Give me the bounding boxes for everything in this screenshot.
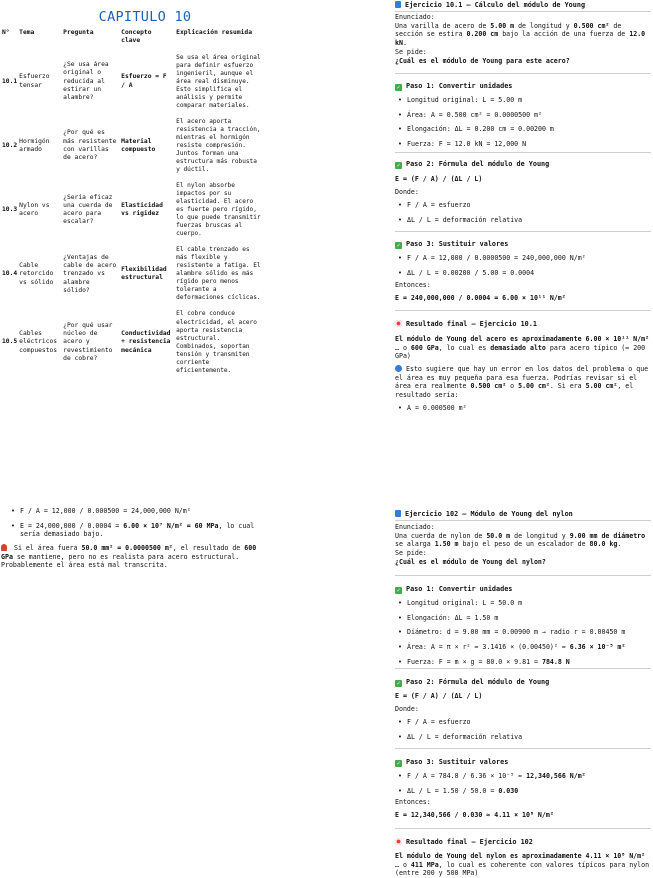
- divider: [395, 748, 651, 749]
- result-text: El módulo de Young del acero es aproximadamente 6.00 × 10¹¹ N/m² … o 600 GPa, lo cual es demasiado alto para acero típico (≈ 200 GPa): [395, 335, 650, 361]
- result-text: El módulo de Young del nylon es aproximadamente 4.11 × 10⁸ N/m² … o 411 MPa, lo cual es coherente con valores típicos para nylon (entre 200 y 500 MPa): [395, 852, 650, 878]
- list-item: • Fuerza: F = m × g = 80.0 × 9.81 = 784.8 N: [395, 658, 651, 667]
- list-item: • ΔL / L = deformación relativa: [395, 216, 651, 225]
- check-icon: ✓: [396, 162, 401, 169]
- cont-item-1: F / A = 12,000 / 0.000500 = 24,000,000 N/m²: [20, 507, 191, 515]
- where-label: Donde:: [395, 705, 419, 713]
- row-question: ¿Se usa área original o reducida al estirar un alambre?: [63, 60, 109, 102]
- check-icon: ✓: [396, 84, 401, 91]
- exercise-10-1: [395, 1, 651, 10]
- table-row: [1, 50, 262, 114]
- row-number: 10.5: [2, 338, 18, 346]
- list-item: • Área: A = π × r² ≈ 3.1416 × (0.00450)² ≈ 6.36 × 10⁻⁵ m²: [395, 643, 651, 652]
- header-topic: Tema: [19, 29, 35, 36]
- row-question: ¿Por qué usar núcleo de acero y revestimiento de cobre?: [63, 321, 113, 363]
- row-question: ¿Sería eficaz una cuerda de acero para escalar?: [63, 193, 113, 226]
- continuation-block: [8, 507, 270, 545]
- exercise-102: [395, 510, 651, 519]
- row-number: 10.4: [2, 270, 18, 278]
- statement-text: Una cuerda de nylon de 50.0 m de longitud y 9.00 mm de diámetro se alarga 1.50 m bajo el peso de un escalador de 80.0 kg.: [395, 531, 646, 549]
- pin-note-text: Si el área fuera: [10, 544, 82, 552]
- divider: [395, 575, 651, 576]
- list-item: [8, 507, 270, 516]
- step-2-heading: [395, 160, 549, 169]
- exercise-title-text: Ejercicio 10.1 — Cálculo del módulo de Young: [405, 1, 586, 9]
- result-heading: [395, 320, 537, 329]
- cont-item-2-tail: , lo cual sería demasiado bajo.: [20, 521, 255, 539]
- divider: [395, 520, 651, 521]
- check-icon: ✓: [396, 760, 401, 767]
- step-3-title: Paso 3: Sustituir valores: [406, 758, 509, 766]
- step-3-list: [395, 254, 651, 283]
- step-3-list: [395, 772, 651, 801]
- step-2-heading: [395, 678, 549, 687]
- step-2-title: Paso 2: Fórmula del módulo de Young: [406, 160, 550, 168]
- result-heading: [395, 838, 533, 847]
- summary-table: [1, 28, 262, 379]
- question-text: ¿Cuál es el módulo de Young para este acero?: [395, 56, 570, 65]
- final-calculation: E = 12,340,566 / 0.030 ≈ 4.11 × 10⁸ N/m²: [395, 811, 554, 819]
- table-row: [1, 178, 262, 242]
- check-icon: ✓: [396, 242, 401, 249]
- header-explanation: Explicación resumida: [176, 29, 252, 36]
- header-number: N°: [2, 29, 10, 36]
- row-explanation: Se usa el área original para definir esfuerzo ingenieril, aunque el área real disminuye. Esto simplifica el análisis y permite comparar materiales.: [176, 53, 261, 109]
- table-header-row: [1, 28, 262, 50]
- asked-label: Se pide:: [395, 549, 427, 558]
- target-icon: [395, 320, 402, 327]
- check-icon: ✓: [396, 587, 401, 594]
- magnifier-icon: [395, 365, 402, 372]
- list-item: • F / A = 12,000 / 0.0000500 = 240,000,000 N/m²: [395, 254, 651, 263]
- asked-label: Se pide:: [395, 47, 427, 56]
- table-row: [1, 242, 262, 306]
- step-2-list: [395, 201, 651, 230]
- list-item: • Área: A = 0.500 cm² = 0.0000500 m²: [395, 111, 651, 120]
- result-title: Resultado final — Ejercicio 102: [406, 838, 533, 846]
- divider: [395, 828, 651, 829]
- list-item: [8, 522, 270, 539]
- row-explanation: El cable trenzado es más flexible y resistente a fatiga. El alambre sólido es más rígido pero menos tolerante a deformaciones cíclicas.: [176, 246, 261, 302]
- row-topic: Nylon vs acero: [19, 201, 50, 218]
- note-text: Esto sugiere que hay un error en los datos del problema o que el área es muy pequeña para esa fuerza. Podrías revisar si el área era realmente 0.500 cm² o 5.00 cm². Si era 5.00 cm², el resultado sería:: [395, 365, 649, 400]
- book-icon: [395, 510, 401, 517]
- list-item: • Elongación: ΔL = 1.50 m: [395, 614, 651, 623]
- divider: [395, 11, 651, 12]
- step-3-title: Paso 3: Sustituir valores: [406, 240, 509, 248]
- header-question: Pregunta: [63, 29, 94, 36]
- table-row: [1, 114, 262, 178]
- step-1-list: [395, 599, 651, 673]
- row-topic: Esfuerzo tensar: [19, 73, 50, 89]
- row-concept: Conductividad + resistencia mecánica: [121, 330, 171, 354]
- pin-note-text-3: se mantiene, pero no es realista para acero estructural. Probablemente el área está mal transcrita.: [1, 552, 240, 570]
- step-1-heading: [395, 82, 512, 91]
- pin-note-area: 50.0 mm² = 0.0000500 m²: [81, 544, 173, 552]
- step-3-heading: [395, 240, 508, 249]
- pin-note-text-2: , el resultado de: [172, 544, 245, 552]
- cont-item-2-value: 6.00 × 10⁷ N/m² = 60 MPa: [123, 521, 219, 530]
- row-explanation: El acero aporta resistencia a tracción, mientras el hormigón resiste compresión. Juntos forman una estructura más robusta y dúctil.: [176, 117, 261, 173]
- formula: E = (F / A) / (ΔL / L): [395, 692, 483, 700]
- list-item: • Longitud original: L = 50.0 m: [395, 599, 651, 608]
- step-1-title: Paso 1: Convertir unidades: [406, 585, 513, 593]
- row-explanation: El nylon absorbe impactos por su elasticidad. El acero es fuerte pero rígido, lo que puede transmitir fuerzas bruscas al cuerpo.: [176, 182, 261, 238]
- row-number: 10.2: [2, 141, 18, 149]
- row-number: 10.3: [2, 205, 18, 213]
- pin-note-value: 600 GPa: [1, 544, 257, 561]
- exercise-title: [395, 510, 651, 519]
- statement: [395, 13, 651, 65]
- row-question: ¿Ventajas de cable de acero trenzado vs alambre sólido?: [63, 253, 117, 294]
- question-text: ¿Cuál es el módulo de Young del nylon?: [395, 557, 546, 566]
- pushpin-icon: [1, 544, 7, 551]
- row-concept: Flexibilidad estructural: [121, 266, 167, 282]
- target-icon: [395, 838, 402, 845]
- step-1-heading: [395, 585, 512, 594]
- list-item: • ΔL / L = 1.50 / 50.0 = 0.030: [395, 787, 651, 796]
- result-title: Resultado final — Ejercicio 10.1: [406, 320, 537, 328]
- list-item: • Longitud original: L = 5.00 m: [395, 96, 651, 105]
- final-calculation: E = 240,000,000 / 0.0004 = 6.00 × 10¹¹ N/m²: [395, 294, 566, 302]
- step-1-list: [395, 96, 651, 155]
- list-item: • Diámetro: d = 9.00 mm = 0.00900 m → radio r = 0.00450 m: [395, 628, 651, 637]
- row-topic: Hormigón armado: [19, 137, 50, 153]
- table-row: [1, 306, 262, 378]
- row-number: 10.1: [2, 77, 18, 85]
- formula: E = (F / A) / (ΔL / L): [395, 175, 483, 183]
- list-item: • A = 0.000500 m²: [395, 404, 651, 413]
- exercise-title: [395, 1, 651, 10]
- row-concept: Material compuesto: [121, 137, 156, 153]
- cont-item-2-text: E = 24,000,000 / 0.0004 =: [20, 521, 124, 530]
- row-concept: Elasticidad vs rigidez: [121, 201, 163, 218]
- list-item: • Fuerza: F = 12.0 kN = 12,000 N: [395, 140, 651, 149]
- step-2-list: [395, 718, 651, 747]
- row-topic: Cable retorcido vs sólido: [19, 261, 54, 286]
- row-question: ¿Por qué es más resistente con varillas de acero?: [63, 129, 117, 162]
- statement-text: Una varilla de acero de 5.00 m de longitud y 0.500 cm² de sección se estira 0.200 cm bajo la acción de una fuerza de 12.0 kN.: [395, 21, 646, 48]
- list-item: • F / A = 784.8 / 6.36 × 10⁻⁵ ≈ 12,340,566 N/m²: [395, 772, 651, 781]
- header-concept: Concepto clave: [121, 29, 152, 45]
- statement-label: Enunciado:: [395, 13, 435, 21]
- then-label: Entonces:: [395, 281, 431, 289]
- divider: [395, 668, 651, 669]
- list-item: • Elongación: ΔL = 0.200 cm = 0.00200 m: [395, 125, 651, 134]
- row-topic: Cables eléctricos compuestos: [19, 330, 58, 354]
- row-concept: Esfuerzo = F / A: [121, 73, 167, 89]
- statement: [395, 523, 651, 567]
- divider: [395, 310, 651, 311]
- list-item: • F / A = esfuerzo: [395, 201, 651, 210]
- where-label: Donde:: [395, 188, 419, 196]
- list-item: • ΔL / L = deformación relativa: [395, 733, 651, 742]
- pin-note: [1, 544, 269, 570]
- list-item: • ΔL / L = 0.00200 / 5.00 = 0.0004: [395, 269, 651, 278]
- statement-label: Enunciado:: [395, 523, 435, 531]
- exercise-title-text: Ejercicio 102 — Módulo de Young del nylon: [405, 510, 573, 518]
- step-1-title: Paso 1: Convertir unidades: [406, 82, 513, 90]
- step-3-heading: [395, 758, 508, 767]
- book-icon: [395, 1, 401, 8]
- row-explanation: El cobre conduce electricidad, el acero aporta resistencia estructural. Combinados, soportan tensión y transmiten corriente eficientemente.: [176, 310, 257, 374]
- divider: [395, 73, 651, 74]
- check-icon: ✓: [396, 680, 401, 687]
- divider: [395, 152, 651, 153]
- chapter-title: CAPITULO 10: [98, 9, 192, 25]
- then-label: Entonces:: [395, 798, 431, 806]
- divider: [395, 231, 651, 232]
- step-2-title: Paso 2: Fórmula del módulo de Young: [406, 678, 550, 686]
- note-list: [395, 404, 651, 419]
- list-item: • F / A = esfuerzo: [395, 718, 651, 727]
